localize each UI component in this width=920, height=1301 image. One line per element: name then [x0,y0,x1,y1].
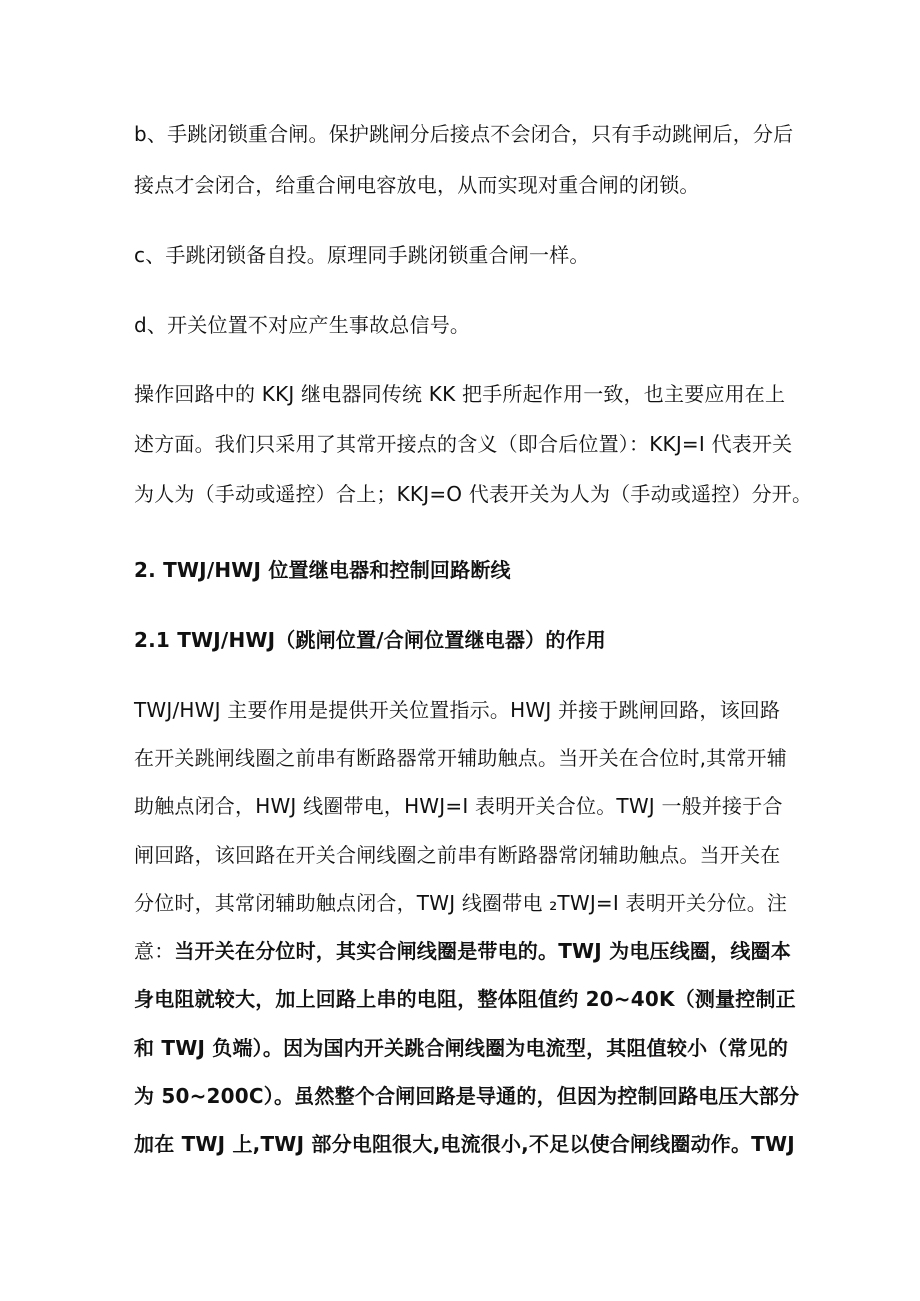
twj-paragraph-line-9: 为 50~200C）。虽然整个合闸回路是导通的，但因为控制回路电压大部分 [134,1084,800,1108]
kkj-paragraph-line-1: 操作回路中的 KKJ 继电器同传统 KK 把手所起作用一致，也主要应用在上 [134,382,786,406]
kkj-paragraph-line-2: 述方面。我们只采用了其常开接点的含义（即合后位置）：KKJ=I 代表开关 [134,432,793,456]
twj-paragraph-line-2: 在开关跳闸线圈之前串有断路器常开辅助触点。当开关在合位时,其常开辅 [134,746,787,770]
kkj-paragraph-line-3: 为人为（手动或遥控）合上；KKJ=O 代表开关为人为（手动或遥控）分开。 [134,482,813,506]
section-2-heading: 2. TWJ/HWJ 位置继电器和控制回路断线 [134,558,511,582]
item-b-line-1: b、手跳闭锁重合闸。保护跳闸分后接点不会闭合，只有手动跳闸后，分后 [134,122,794,146]
twj-paragraph-line-10: 加在 TWJ 上,TWJ 部分电阻很大,电流很小,不足以使合闸线圈动作。TWJ [134,1132,795,1156]
section-2-1-heading: 2.1 TWJ/HWJ（跳闸位置/合闸位置继电器）的作用 [134,628,606,652]
twj-paragraph-line-1: TWJ/HWJ 主要作用是提供开关位置指示。HWJ 并接于跳闸回路，该回路 [134,698,781,722]
twj-paragraph-line-5: 分位时，其常闭辅助触点闭合，TWJ 线圈带电 ₂TWJ=I 表明开关分位。注 [134,891,788,915]
twj-paragraph-line-4: 闸回路，该回路在开关合闸线圈之前串有断路器常闭辅助触点。当开关在 [134,843,781,867]
twj-paragraph-line-7: 身电阻就较大，加上回路上串的电阻，整体阻值约 20~40K（测量控制正 [134,987,796,1011]
twj-paragraph-line-8: 和 TWJ 负端）。因为国内开关跳合闸线圈为电流型，其阻值较小（常见的 [134,1036,789,1060]
item-d: d、开关位置不对应产生事故总信号。 [134,313,471,337]
twj-note-bold: 当开关在分位时，其实合闸线圈是带电的。TWJ 为电压线圈，线圈本 [174,939,791,963]
item-b-line-2: 接点才会闭合，给重合闸电容放电，从而实现对重合闸的闭锁。 [134,173,700,197]
twj-paragraph-line-6 [134,938,794,964]
twj-paragraph-line-3: 助触点闭合，HWJ 线圈带电，HWJ=I 表明开关合位。TWJ 一般并接于合 [134,794,783,818]
item-c: c、手跳闭锁备自投。原理同手跳闭锁重合闸一样。 [134,243,590,267]
twj-note-label: 意： [134,939,175,963]
